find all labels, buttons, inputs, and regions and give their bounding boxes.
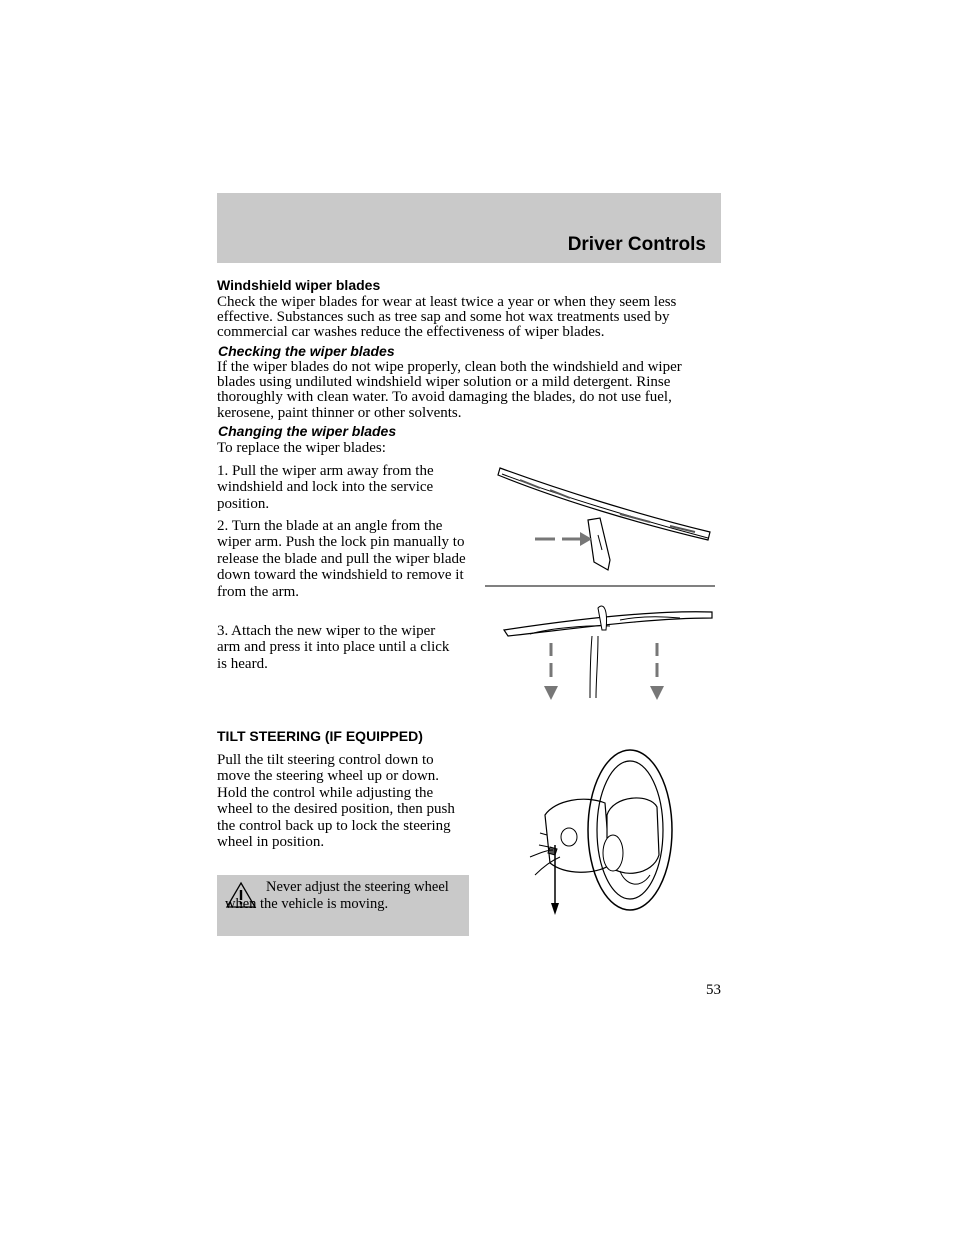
wiper-intro-paragraph: Check the wiper blades for wear at least twice a year or when they seem less effective. Substances such as tree sap and some hot wax treatments used by commercial car washes reduce the effectiveness of wiper blades. (217, 294, 677, 341)
section-header-band (217, 193, 721, 263)
changing-wiper-heading: Changing the wiper blades (218, 423, 397, 439)
wiper-step-3: 3. Attach the new wiper to the wiper arm and press it into place until a click is heard. (217, 623, 450, 672)
wiper-blade-illustration (480, 460, 720, 705)
section-title: Driver Controls (567, 234, 706, 255)
wiper-step-2: 2. Turn the blade at an angle from the wiper arm. Push the lock pin manually to release the blade and pull the wiper blade down toward the windshield to remove it from the arm. (217, 518, 466, 600)
checking-wiper-heading: Checking the wiper blades (218, 343, 395, 359)
warning-text: Never adjust the steering wheel when the vehicle is moving. (225, 879, 449, 912)
tilt-steering-paragraph: Pull the tilt steering control down to move the steering wheel up or down. Hold the control while adjusting the wheel to the desired position, then push the control back up to lock the steering wheel in position. (217, 752, 455, 851)
wiper-step-1: 1. Pull the wiper arm away from the windshield and lock into the service position. (217, 463, 434, 512)
changing-wiper-intro: To replace the wiper blades: (217, 440, 386, 456)
wiper-blades-heading: Windshield wiper blades (217, 277, 381, 293)
tilt-steering-heading: TILT STEERING (IF EQUIPPED) (217, 728, 423, 744)
warning-box (217, 875, 469, 936)
checking-wiper-paragraph: If the wiper blades do not wipe properly, clean both the windshield and wiper blades using undiluted windshield wiper solution or a mild detergent. Rinse thoroughly with clean water. To avoid damaging the blades, do not use fuel, kerosene, paint thinner or other solvents. (217, 359, 682, 421)
steering-wheel-illustration (525, 745, 680, 920)
page-number: 53 (706, 982, 721, 998)
